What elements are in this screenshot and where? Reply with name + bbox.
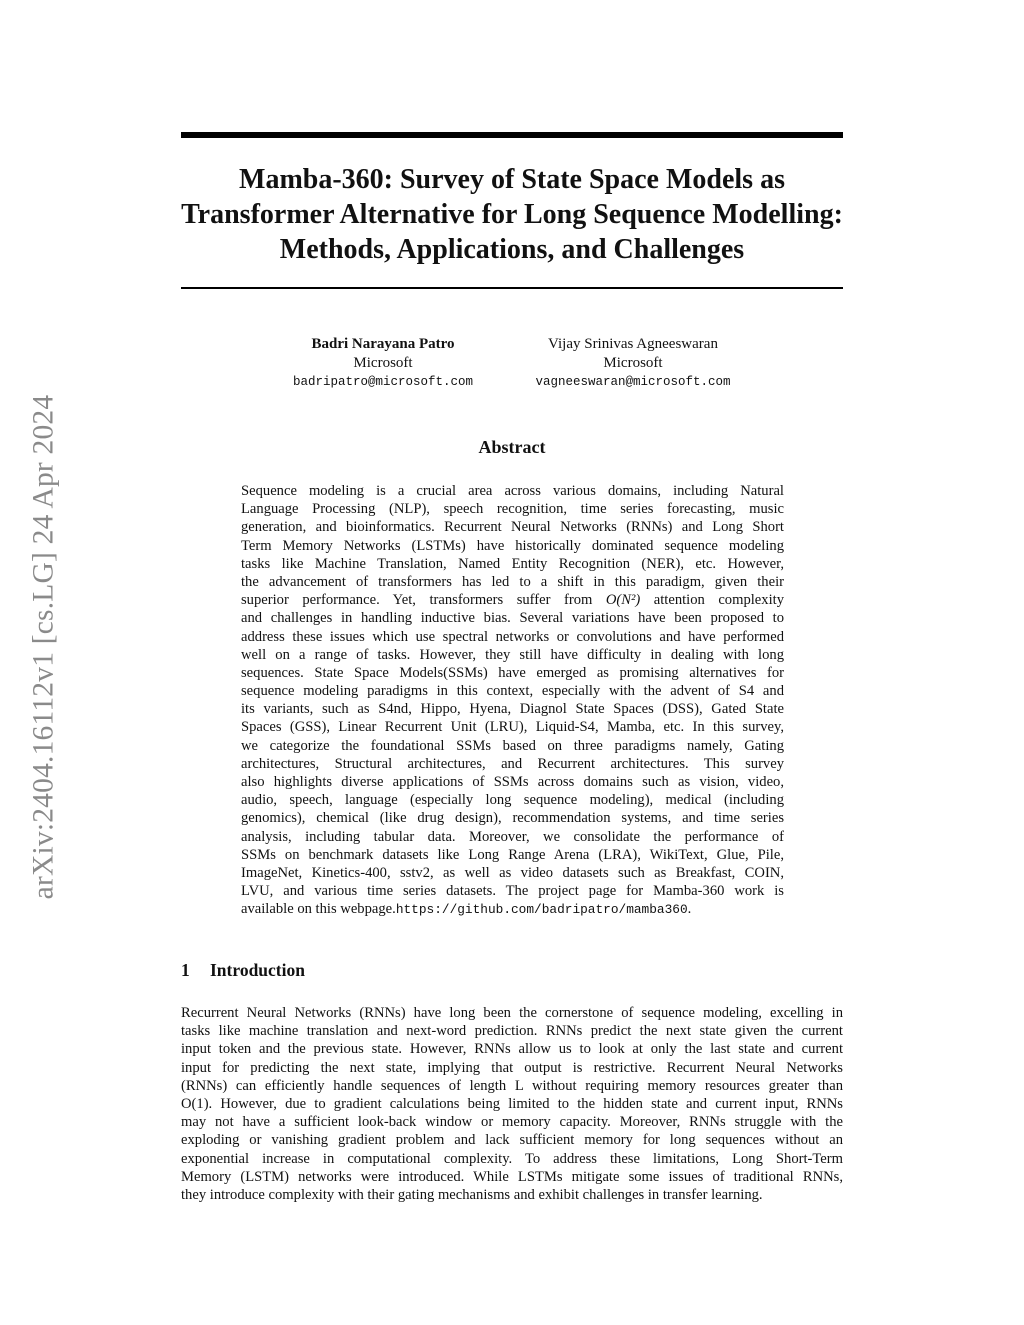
- abstract-line: also highlights diverse applications of SSMs across domains such as vision, video,: [241, 774, 784, 790]
- project-url-link[interactable]: https://github.com/badripatro/mamba360: [395, 902, 688, 918]
- introduction-text: [181, 1004, 843, 1204]
- intro-line: may not have a sufficient look-back window or memory capacity. Moreover, RNNs struggle with the: [181, 1114, 843, 1131]
- abstract-line: Spaces (GSS), Linear Recurrent Unit (LRU), Liquid-S4, Mamba, etc. In this survey,: [241, 719, 784, 736]
- intro-line: Memory (LSTM) networks were introduced. While LSTMs mitigate some issues of traditional RNNs,: [181, 1168, 843, 1185]
- abstract-line: Language Processing (NLP), speech recognition, time series forecasting, music: [241, 501, 784, 518]
- intro-line: they introduce complexity with their gating mechanisms and exhibit challenges in transfer learning.: [181, 1186, 763, 1203]
- abstract-heading: Abstract: [478, 437, 546, 457]
- intro-line: Recurrent Neural Networks (RNNs) have long been the cornerstone of sequence modeling, excelling in: [181, 1005, 843, 1021]
- abstract-line: tasks like Machine Translation, Named Entity Recognition (NER), etc. However,: [241, 555, 784, 572]
- abstract-line: well on a range of tasks. However, they still have difficulty in dealing with long: [241, 646, 784, 663]
- arxiv-stamp: arXiv:2404.16112v1 [cs.LG] 24 Apr 2024: [27, 394, 60, 900]
- final-line-end: .: [687, 901, 692, 918]
- abstract-line: address these issues which use spectral networks or convolutions and have performed: [241, 628, 784, 645]
- intro-line: (RNNs) can efficiently handle sequences of length L without requiring memory resources greater than: [181, 1077, 843, 1094]
- abstract-text: [241, 482, 784, 919]
- author-email[interactable]: badripatro@microsoft.com: [292, 375, 474, 389]
- paper-title: [181, 162, 843, 267]
- abstract-line: architectures, Structural architectures, and Recurrent architectures. This survey: [241, 755, 784, 772]
- abstract-line: audio, speech, language (especially long sequence modeling), medical (including: [241, 792, 784, 809]
- abstract-line: generation, and bioinformatics. Recurrent Neural Networks (RNNs) and Long Short: [241, 519, 784, 536]
- complexity-text-before: superior performance. Yet, transformers suffer from: [241, 592, 606, 609]
- title-line: Transformer Alternative for Long Sequence Modelling:: [181, 199, 843, 230]
- final-line-text: available on this webpage.: [241, 901, 396, 918]
- arxiv-sidebar: [22, 352, 66, 942]
- abstract-line: sequence modeling paradigms in this context, especially with the advent of S4 and: [241, 683, 784, 700]
- title-rule-bottom: [181, 287, 843, 289]
- intro-line: input for predicting the next state, implying that output is restrictive. Recurrent Neural Networks: [181, 1059, 843, 1076]
- intro-line: O(1). However, due to gradient calculations being limited to the hidden state and current input, RNNs: [181, 1095, 843, 1112]
- complexity-math: O(N²): [605, 592, 641, 609]
- intro-line: input token and the previous state. However, RNNs allow us to look at only the last state and current: [181, 1041, 843, 1058]
- title-line: Methods, Applications, and Challenges: [279, 234, 745, 265]
- section-title: Introduction: [210, 960, 305, 980]
- abstract-line: the advancement of transformers has led to a shift in this paradigm, given their: [241, 573, 784, 590]
- abstract-line: and challenges in handling inductive bias. Several variations have been proposed to: [241, 610, 784, 627]
- title-rule-top: [181, 132, 843, 138]
- section-heading: [181, 960, 843, 981]
- abstract-line: genomics), chemical (like drug design), recommendation systems, and time series: [241, 810, 784, 827]
- abstract-line: sequences. State Space Models(SSMs) have emerged as promising alternatives for: [241, 664, 784, 681]
- intro-line: exploding or vanishing gradient problem and lack sufficient memory for long sequences without an: [181, 1132, 843, 1149]
- author-affiliation: Microsoft: [603, 355, 663, 371]
- abstract-line: ImageNet, Kinetics-400, sstv2, as well as video datasets such as Breakfast, COIN,: [241, 864, 784, 881]
- author-block: [518, 335, 748, 392]
- abstract-line: analysis, including tabular data. Moreover, we consolidate the performance of: [241, 828, 784, 845]
- abstract-line: its variants, such as S4nd, Hippo, Hyena, Diagnol State Spaces (DSS), Gated State: [241, 701, 784, 718]
- abstract-line: SSMs on benchmark datasets like Long Range Arena (LRA), WikiText, Glue, Pile,: [241, 846, 784, 863]
- abstract-line-final: [241, 900, 784, 918]
- abstract-line: Sequence modeling is a crucial area across various domains, including Natural: [241, 483, 784, 499]
- author-affiliation: Microsoft: [353, 355, 413, 371]
- author-name: Vijay Srinivas Agneeswaran: [548, 336, 718, 352]
- complexity-text-after: attention complexity: [640, 592, 784, 609]
- abstract-line: Term Memory Networks (LSTMs) have historically dominated sequence modeling: [241, 537, 784, 554]
- title-line: Mamba-360: Survey of State Space Models as: [239, 164, 785, 195]
- abstract-line: LVU, and various time series datasets. The project page for Mamba-360 work is: [241, 883, 784, 900]
- abstract-line: we categorize the foundational SSMs based on three paradigms namely, Gating: [241, 737, 784, 754]
- author-name: Badri Narayana Patro: [311, 336, 455, 352]
- section-number: 1: [181, 960, 190, 980]
- author-block: [268, 335, 498, 392]
- intro-line: tasks like machine translation and next-word prediction. RNNs predict the next state given the current: [181, 1023, 843, 1040]
- abstract-line-complexity: [241, 591, 784, 609]
- intro-line: exponential increase in computational complexity. To address these limitations, Long Short-Term: [181, 1150, 843, 1167]
- author-email[interactable]: vagneeswaran@microsoft.com: [535, 375, 731, 389]
